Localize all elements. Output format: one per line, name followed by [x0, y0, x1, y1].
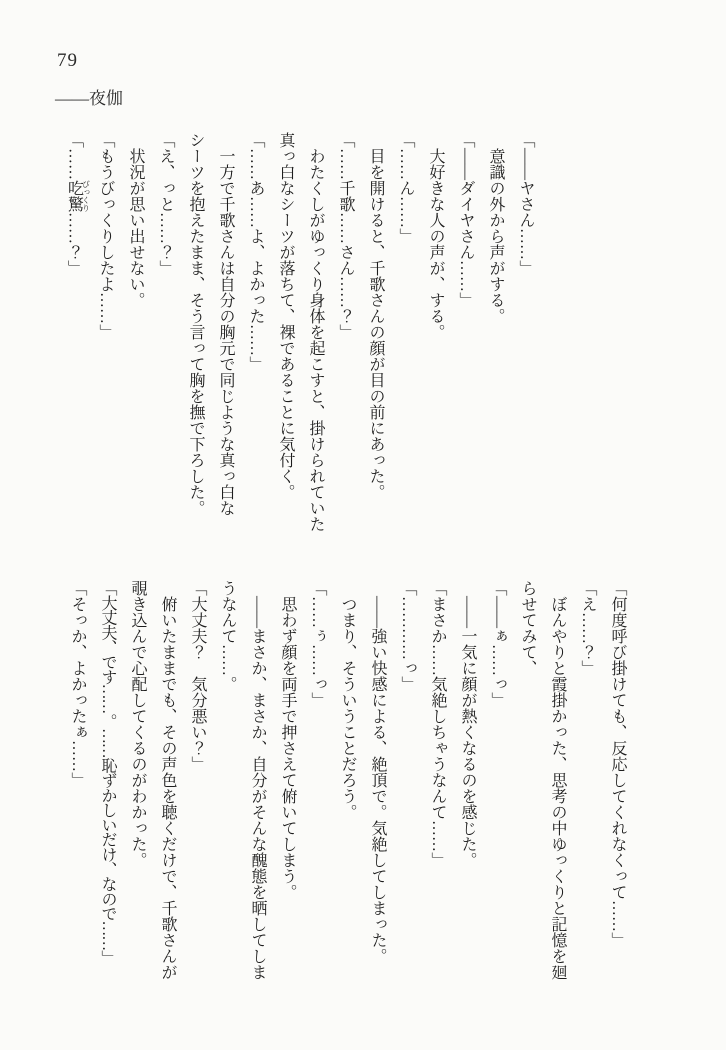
text-line: 「え……？」 [579, 580, 596, 676]
text-line: 「――ダイヤさん……」 [457, 132, 474, 308]
text-line: 「…………っ」 [399, 580, 416, 692]
text-line: 「……吃驚 びっくり……？」 [65, 132, 91, 276]
text-line: 俯いたままでも、その声色を聴くだけで、千歌さんが覗き込んで心配してくるのがわかった。 [129, 580, 176, 980]
text-line: 「そっか、よかったぁ……」 [69, 580, 86, 788]
text-line: 「大丈夫？ 気分悪い？」 [189, 580, 206, 772]
text-line: ――まさか、まさか、自分がそんな醜態を晒してしまうなんて……。 [219, 580, 266, 980]
text-line: 「もうびっくりしたよ……」 [97, 132, 114, 340]
text-line: 「……ん……」 [397, 132, 414, 244]
text-line: つまり、そういうことだろう。 [339, 596, 356, 820]
text-block-upper [60, 132, 540, 542]
text-line: ――一気に顔が熱くなるのを感じた。 [459, 596, 476, 868]
text-line: わたくしがゆっくり身体を起こすと、掛けられていた真っ白なシーツが落ちて、裸であることに気付く。 [277, 132, 324, 532]
text-line: 「……あ……よ、よかった……」 [247, 132, 264, 372]
text-line: ――強い快感による、絶頂で。気絶してしまった。 [369, 596, 386, 964]
text-block-lower [62, 580, 632, 990]
text-line: 意識の外から声がする。 [487, 148, 504, 324]
text-line: 「何度呼び掛けても、反応してくれなくって……」 [609, 580, 626, 948]
text-line: 「――ぁ……っ」 [489, 580, 506, 708]
text-line: 大好きな人の声が、する。 [427, 148, 444, 340]
text-line: 「え、っと……？」 [157, 132, 174, 276]
text-line: 目を開けると、千歌さんの顔が目の前にあった。 [367, 148, 384, 500]
text-line: 「……ぅ……っ」 [309, 580, 326, 708]
text-line: 思わず顔を両手で押さえて俯いてしまう。 [279, 596, 296, 900]
text-line: 「まさか……気絶しちゃうなんて……」 [429, 580, 446, 868]
page-number: 79 [57, 50, 78, 71]
text-line: 「大丈夫、です……。……恥ずかしいだけ、なので……」 [99, 580, 116, 965]
chapter-header: ――夜伽 [55, 89, 123, 108]
text-line: ぼんやりと霞掛かった、思考の中ゆっくりと記憶を廻らせてみて、 [519, 580, 566, 980]
text-line: 一方で千歌さんは自分の胸元で同じような真っ白なシーツを抱えたまま、そう言って胸を撫で下ろした。 [187, 132, 234, 516]
text-line: 「――ヤさん……」 [517, 132, 534, 276]
ruby-annotated-word: 吃驚 びっくり [65, 180, 91, 212]
text-line: 状況が思い出せない。 [127, 148, 144, 308]
text-line: 「……千歌……さん……？」 [337, 132, 354, 340]
